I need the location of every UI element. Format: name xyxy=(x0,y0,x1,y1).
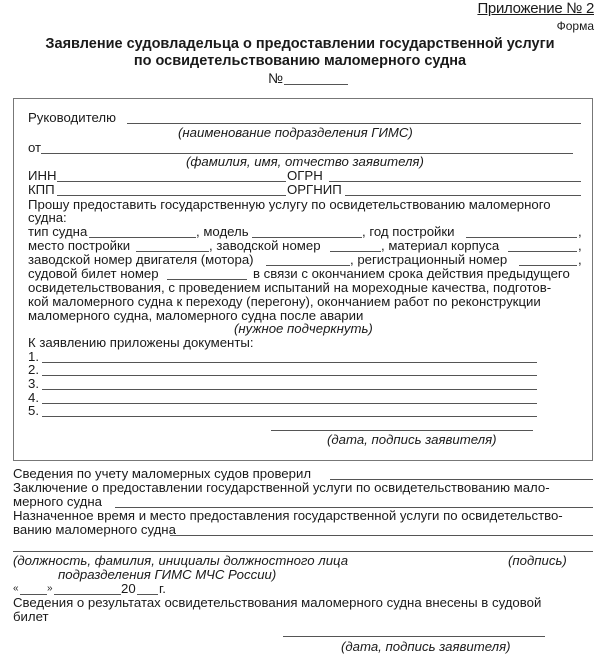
gims-unit-hint: (наименование подразделения ГИМС) xyxy=(178,125,413,140)
number-label: № xyxy=(268,70,284,86)
model-label: , модель xyxy=(196,224,249,239)
ticket-label: судовой билет номер xyxy=(28,266,159,281)
comma: , xyxy=(578,252,582,267)
conclusion-line1: Заключение о предоставлении государственной услуги по освидетельствованию мало- xyxy=(13,480,550,495)
final-signature-field[interactable] xyxy=(283,636,545,637)
ogrnip-label: ОРГНИП xyxy=(287,182,342,197)
request-line1: Прошу предоставить государственную услугу по освидетельствованию маломерного xyxy=(28,197,551,212)
serial-label: , заводской номер xyxy=(209,238,321,253)
document-title-line2: по освидетельствованию маломерного судна xyxy=(133,53,467,69)
official-hint-line2: подразделения ГИМС МЧС России) xyxy=(58,567,277,582)
underline-hint: (нужное подчеркнуть) xyxy=(234,321,373,336)
engine-label: заводской номер двигателя (мотора) xyxy=(28,252,254,267)
reason-line1: в связи с окончанием срока действия предыдущего xyxy=(253,266,570,281)
attachment-number: 1. xyxy=(28,349,39,364)
checked-label: Сведения по учету маломерных судов проверил xyxy=(13,466,312,481)
attachment-field-3[interactable] xyxy=(42,389,537,390)
kpp-field[interactable] xyxy=(57,195,286,196)
ogrnip-field[interactable] xyxy=(345,195,581,196)
final-signature-hint: (дата, подпись заявителя) xyxy=(341,639,511,654)
document-title-line1: Заявление судовладельца о предоставлении государственной услуги xyxy=(45,36,555,52)
year-label: , год постройки xyxy=(362,224,455,239)
place-label: место постройки xyxy=(28,238,131,253)
appointed-line2: ванию маломерного судна xyxy=(13,522,176,537)
attachment-number: 4. xyxy=(28,390,39,405)
attachment-field-1[interactable] xyxy=(42,362,537,363)
reason-line4: маломерного судна, маломерного судна после аварии xyxy=(28,308,364,323)
inn-label: ИНН xyxy=(28,168,57,183)
from-label: от xyxy=(28,140,42,155)
attachment-field-5[interactable] xyxy=(42,416,537,417)
form-label: Форма xyxy=(556,19,594,33)
appendix-number: Приложение № 2 xyxy=(477,0,594,17)
applicant-signature-hint: (дата, подпись заявителя) xyxy=(327,432,497,447)
appointed-field[interactable] xyxy=(170,535,593,536)
vessel-type-label: тип судна xyxy=(28,224,88,239)
reg-label: , регистрационный номер xyxy=(350,252,508,267)
number-field[interactable] xyxy=(284,84,348,85)
results-line1: Сведения о результатах освидетельствования маломерного судна внесены в судовой xyxy=(13,595,542,610)
attachment-field-2[interactable] xyxy=(42,375,537,376)
inn-field[interactable] xyxy=(57,181,286,182)
date-year-suffix: г. xyxy=(159,581,166,596)
date-close-quote: » xyxy=(47,583,53,594)
attachment-number: 3. xyxy=(28,376,39,391)
attachments-label: К заявлению приложены документы: xyxy=(28,335,254,350)
comma: , xyxy=(578,238,582,253)
to-label: Руководителю xyxy=(28,110,116,125)
official-signature-field[interactable] xyxy=(13,551,593,552)
applicant-name-hint: (фамилия, имя, отчество заявителя) xyxy=(186,154,424,169)
attachment-number: 2. xyxy=(28,362,39,377)
kpp-label: КПП xyxy=(28,182,55,197)
results-line2: билет xyxy=(13,609,49,624)
official-hint-line1: (должность, фамилия, инициалы должностного лица xyxy=(13,553,349,568)
applicant-signature-field[interactable] xyxy=(271,430,533,431)
appointed-line1: Назначенное время и место предоставления государственной услуги по освидетельство- xyxy=(13,508,563,523)
hull-field[interactable] xyxy=(508,251,577,252)
signature-hint: (подпись) xyxy=(508,553,567,568)
attachment-number: 5. xyxy=(28,403,39,418)
reason-line3: кой маломерного судна к переходу (перегону), окончанием работ по реконструкции xyxy=(28,294,541,309)
request-line2: судна: xyxy=(28,210,67,225)
date-open-quote: « xyxy=(13,583,19,594)
ogrn-label: ОГРН xyxy=(287,168,323,183)
date-year-prefix: 20 xyxy=(121,581,136,596)
attachment-field-4[interactable] xyxy=(42,403,537,404)
comma: , xyxy=(578,224,582,239)
gims-unit-field[interactable] xyxy=(127,123,581,124)
ogrn-field[interactable] xyxy=(329,181,581,182)
hull-label: , материал корпуса xyxy=(381,238,500,253)
conclusion-line2: мерного судна xyxy=(13,494,102,509)
reason-line2: освидетельствования, с проведением испытаний на мореходные качества, подготов- xyxy=(28,280,552,295)
